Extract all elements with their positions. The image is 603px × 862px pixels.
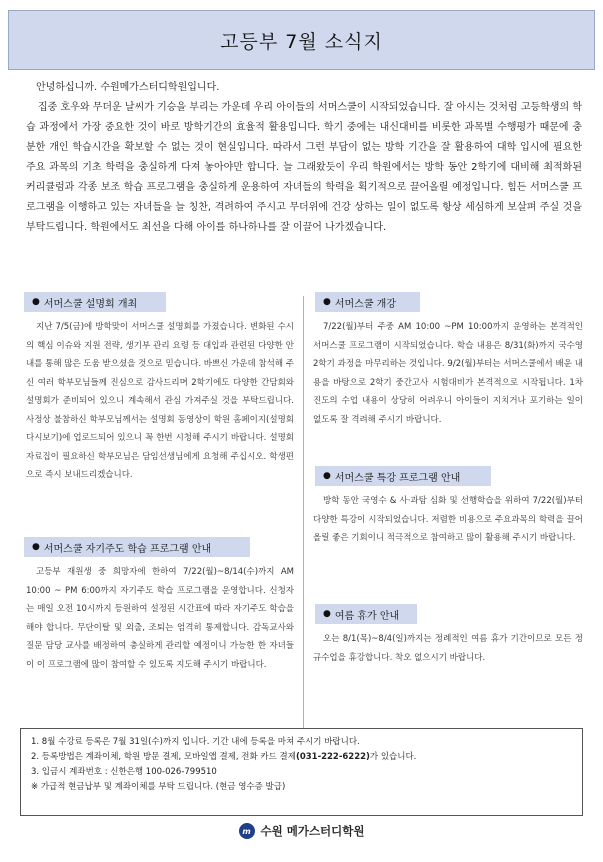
- notice-phone-number: (031-222-6222): [295, 752, 370, 762]
- intro-letter: [26, 78, 582, 238]
- notice-methods-suffix: 가 있습니다.: [369, 752, 417, 762]
- section-special-body: [313, 492, 583, 548]
- section-text: 방학 동안 국영수 & 사·과탐 심화 및 선행학습을 위하여 7/22(월)부터 다양한 특강이 시작되었습니다. 저렴한 비용으로 주요과목의 학력을 끌어올릴 좋은 기회이니 적극적으로 참여하고 많이 활용해 주시기 바랍니다.: [313, 496, 583, 543]
- footer: [0, 820, 603, 842]
- academy-logo-icon: m: [239, 823, 255, 839]
- notice-line-remark: ※ 가급적 현금납부 및 계좌이체를 부탁 드립니다. (현금 영수증 발급): [31, 782, 286, 792]
- bullet-icon: ●: [32, 297, 40, 307]
- section-text: 7/22(월)부터 주중 AM 10:00 ~PM 10:00까지 운영하는 본격적인 서머스쿨 프로그램이 시작되었습니다. 학습 내용은 8/31(화)까지 국수영 2학기 과정을 마무리하는 것입니다. 9/2(월)부터는 서머스쿨에서 배운 내용을 바탕으로 2학기 중간고사 시험대비가 본격적으로 시작됩니다. 1차 진도의 수업 내용이 상당히 어려우니 아이들이 지치거나 포기하는 일이 없도록 잘 격려해 주시기 바랍니다.: [313, 322, 583, 425]
- bullet-icon: ●: [323, 471, 331, 481]
- bullet-icon: ●: [32, 542, 40, 552]
- section-heading-label: 서머스쿨 설명회 개최: [43, 298, 138, 310]
- newsletter-title-bar: [8, 10, 595, 70]
- section-text: 고등부 재원생 중 희망자에 한하여 7/22(월)~8/14(수)까지 AM 10:00 ~ PM 6:00까지 자기주도 학습 프로그램을 운영합니다. 신청자는 매일 오전 10시까지 등원하여 설정된 시간표에 따라 자기주도 학습을 해야 합니다. 무단이탈 및 외출, 조퇴는 엄격히 통제합니다. 감독교사와 질문 담당 교사를 배정하여 충실하게 관리할 예정이니 가능한 한 자녀들이 이 프로그램에 많이 참여할 수 있도록 지도해 주시기 바랍니다.: [26, 567, 294, 670]
- notice-line-methods: [31, 750, 572, 765]
- section-briefing-body: [26, 318, 294, 485]
- section-heading-label: 서머스쿨 자기주도 학습 프로그램 안내: [43, 543, 212, 555]
- section-special-heading: [315, 466, 491, 486]
- section-opening-body: [313, 318, 583, 429]
- page-title: 고등부 7월 소식지: [220, 30, 383, 53]
- academy-name: 수원 메가스터디학원: [260, 824, 365, 838]
- bullet-icon: ●: [323, 297, 331, 307]
- notice-methods-text: 2. 등록방법은 계좌이체, 학원 방문 결제, 모바일앱 결제, 전화 카드 결제: [31, 752, 296, 762]
- intro-greeting: 안녕하십니까. 수원메가스터디학원입니다.: [36, 82, 220, 93]
- column-divider: [303, 296, 304, 728]
- section-self-study-body: [26, 563, 294, 674]
- section-text: 지난 7/5(금)에 방학맞이 서머스쿨 설명회를 가졌습니다. 변화된 수시의 핵심 이슈와 지원 전략, 생기부 관리 요령 등 대입과 관련된 다양한 안내를 통해 많은 도움 받으셨을 것으로 믿습니다. 바쁘신 가운데 참석해 주신 여러 학부모님들께 진심으로 감사드리며 2학기에도 다양한 간담회와 설명회가 준비되어 있으니 계속해서 관심 가져주실 것을 부탁드립니다. 사정상 불참하신 학부모님께서는 설명회 동영상이 학원 홈페이지(설명회 다시보기)에 업로드되어 있으니 꼭 한번 시청해 주시기 바랍니다. 설명회 자료집이 필요하신 학부모님은 담임선생님에게 요청해 주십시오. 학생편으로 즉시 보내드리겠습니다.: [26, 322, 294, 480]
- bullet-icon: ●: [323, 609, 331, 619]
- notice-line-deadline: 1. 8월 수강료 등록은 7월 31일(수)까지 입니다. 기간 내에 등록을 마쳐 주시기 바랍니다.: [31, 737, 360, 747]
- section-self-study-heading: [24, 537, 250, 557]
- notice-line-account: 3. 입금시 계좌번호 : 신한은행 100-026-799510: [31, 767, 217, 777]
- section-briefing-heading: [24, 292, 166, 312]
- intro-paragraph: 집중 호우와 무더운 날씨가 기승을 부리는 가운데 우리 아이들의 서머스쿨이 시작되었습니다. 잘 아시는 것처럼 고등학생의 학습 과정에서 가장 중요한 것이 바로 방학기간의 효율적 활용입니다. 학기 중에는 내신대비를 비롯한 과목별 수행평가 때문에 충분한 개인 학습시간을 확보할 수 없는 것이 현실입니다. 따라서 그런 부담이 없는 방학 기간을 잘 활용하여 대학 입시에 필요한 주요 과목의 기초 학력을 충실하게 다져 놓아야만 합니다. 늘 그래왔듯이 우리 학원에서는 방학 동안 2학기에 대비해 최적화된 커리큘럼과 각종 보조 학습 프로그램을 충실하게 운용하여 자녀들의 학력을 획기적으로 끌어올릴 예정입니다. 힘든 서머스쿨 프로그램을 이행하고 있는 자녀들을 늘 칭찬, 격려하여 주시고 무더위에 건강 상하는 일이 없도록 항상 세심하게 보살펴 주실 것을 부탁드립니다. 학원에서도 최선을 다해 아이를 하나하나를 잘 이끌어 나가겠습니다.: [26, 102, 582, 233]
- section-opening-heading: [315, 292, 420, 312]
- section-text: 오는 8/1(목)~8/4(일)까지는 정례적인 여름 휴가 기간이므로 모든 정규수업을 휴강합니다. 착오 없으시기 바랍니다.: [313, 634, 583, 663]
- section-heading-label: 여름 휴가 안내: [334, 610, 400, 622]
- payment-notice-box: [20, 728, 583, 816]
- section-vacation-body: [313, 630, 583, 667]
- section-heading-label: 서머스쿨 특강 프로그램 안내: [334, 472, 461, 484]
- section-heading-label: 서머스쿨 개강: [334, 298, 396, 310]
- section-vacation-heading: [315, 604, 417, 624]
